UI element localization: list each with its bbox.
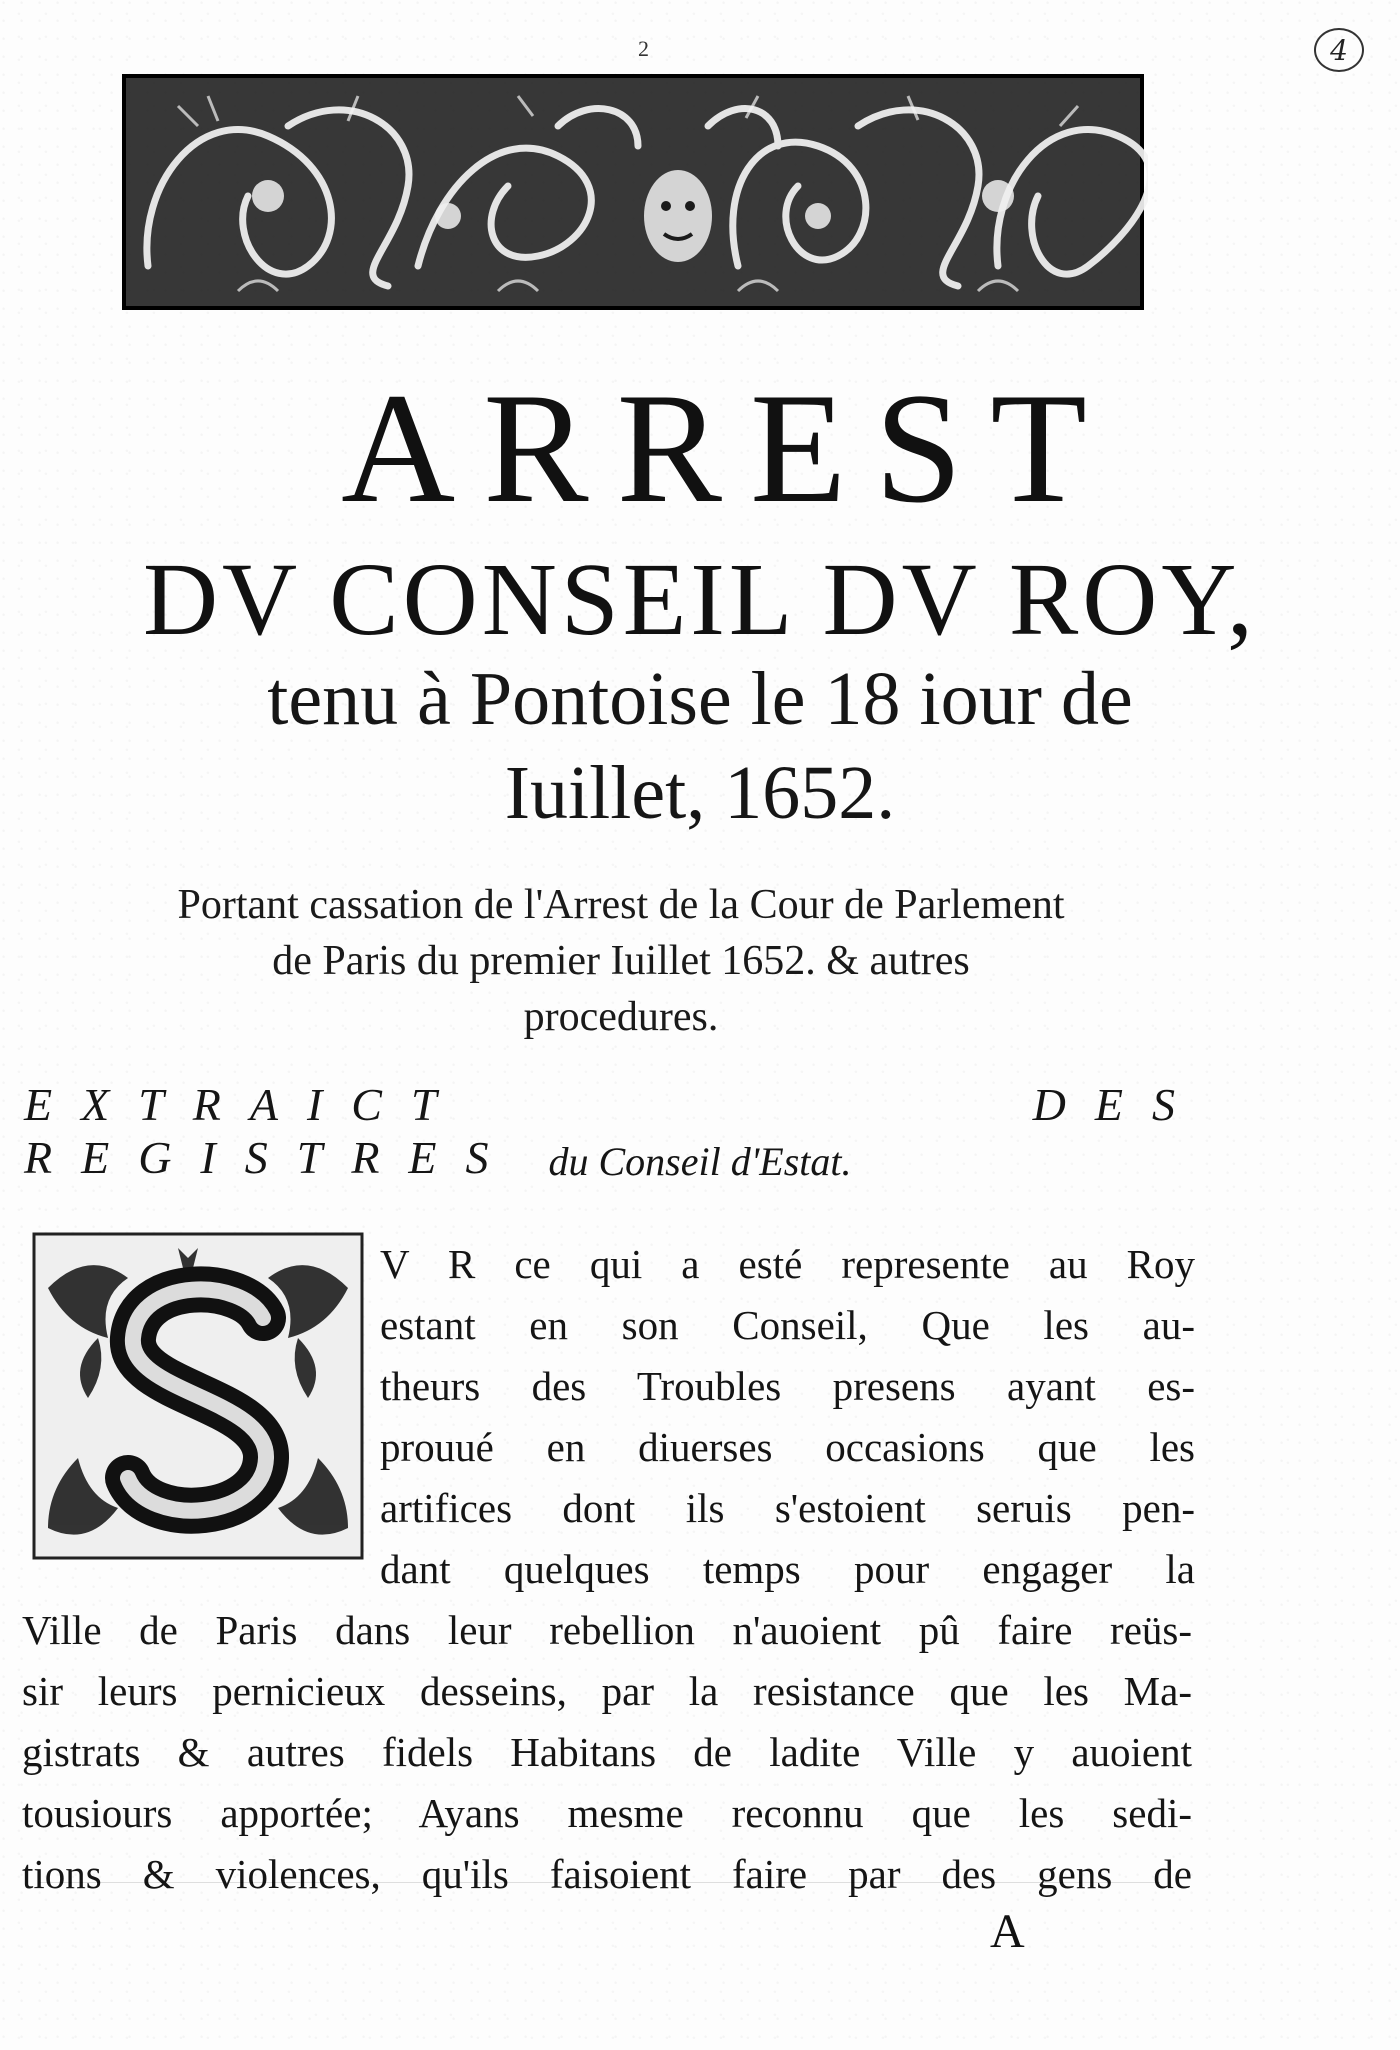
subject-line: procedures. xyxy=(523,993,719,1040)
body-line: tions & violences, qu'ils faisoient faire par des gens de xyxy=(22,1851,1192,1897)
subject-line: de Paris du premier Iuillet 1652. & autres xyxy=(272,937,970,984)
body-line: tousiours apportée; Ayans mesme reconnu que les sedi- xyxy=(22,1790,1192,1836)
signature-mark: 2 xyxy=(638,36,649,61)
body-line: gistrats & autres fidels Habitans de ladite Ville y auoient xyxy=(22,1729,1192,1775)
title-conseil: DV CONSEIL DV ROY, xyxy=(142,542,1258,657)
body-indented-block xyxy=(380,1234,1195,1600)
bottom-rule xyxy=(40,1882,1160,1883)
body-line: V R ce qui a esté represente au Roy xyxy=(380,1241,1195,1287)
title-date: Iuillet, 1652. xyxy=(504,751,896,835)
body-line: Ville de Paris dans leur rebellion n'auoient pû faire reüs- xyxy=(22,1607,1192,1653)
subject-paragraph xyxy=(36,878,1206,1046)
title-place: tenu à Pontoise le 18 iour de xyxy=(267,657,1133,741)
body-full-block xyxy=(22,1600,1192,1905)
extract-heading: EXTRAICT DES REGISTRES xyxy=(24,1079,1204,1183)
page-number: 4 xyxy=(1314,28,1364,72)
decorated-initial-s xyxy=(28,1228,368,1564)
body-line: dant quelques temps pour engager la xyxy=(380,1546,1195,1592)
body-line: theurs des Troubles presens ayant es- xyxy=(380,1363,1195,1409)
subject-line: Portant cassation de l'Arrest de la Cour de Parlement xyxy=(177,882,1065,928)
body-line: prouué en diuerses occasions que les xyxy=(380,1424,1195,1470)
catchword: A xyxy=(990,1905,1025,1958)
title-arrest: ARREST xyxy=(341,361,1115,536)
headpiece-ornament xyxy=(118,66,1148,326)
body-line: estant en son Conseil, Que les au- xyxy=(380,1302,1195,1348)
ornament-graphic xyxy=(118,66,1148,326)
extract-subheading: du Conseil d'Estat. xyxy=(548,1139,852,1184)
body-line: artifices dont ils s'estoient seruis pen- xyxy=(380,1485,1195,1531)
initial-graphic xyxy=(28,1228,368,1564)
body-line: sir leurs pernicieux desseins, par la resistance que les Ma- xyxy=(22,1668,1192,1714)
